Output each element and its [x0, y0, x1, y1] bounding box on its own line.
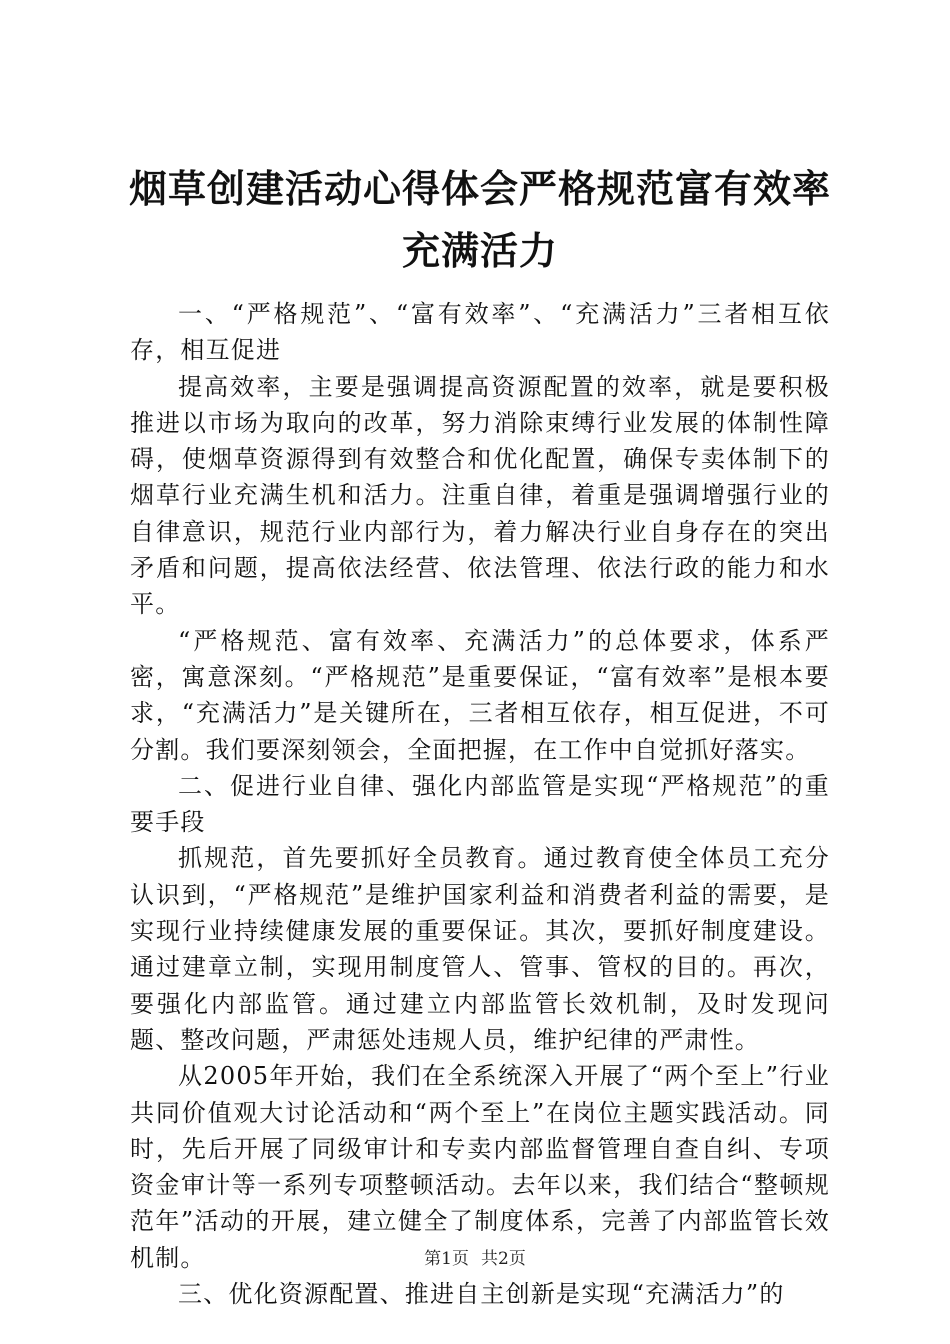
- document-body: [130, 296, 830, 1312]
- heading-section-2: 二、促进行业自律、强化内部监管是实现“严格规范”的重要手段: [130, 771, 830, 837]
- paragraph: 抓规范，首先要抓好全员教育。通过教育使全体员工充分认识到，“严格规范”是维护国家利益和消费者利益的需要，是实现行业持续健康发展的重要保证。其次，要抓好制度建设。通过建章立制，实现用制度管人、管事、管权的目的。再次，要强化内部监管。通过建立内部监管长效机制，及时发现问题、整改问题，严肃惩处违规人员，维护纪律的严肃性。: [130, 844, 830, 1054]
- page-footer: [0, 1244, 950, 1269]
- document-title: 烟草创建活动心得体会严格规范富有效率充满活力: [128, 167, 831, 273]
- paragraph: 从2005年开始，我们在全系统深入开展了“两个至上”行业共同价值观大讨论活动和“两个至上”在岗位主题实践活动。同时，先后开展了同级审计和专卖内部监督管理自查自纠、专项资金审计等一系列专项整顿活动。去年以来，我们结合“整顿规范年”活动的开展，建立健全了制度体系，完善了内部监管长效机制。: [130, 1062, 830, 1272]
- paragraph: “严格规范、富有效率、充满活力”的总体要求，体系严密，寓意深刻。“严格规范”是重要保证，“富有效率”是根本要求，“充满活力”是关键所在，三者相互依存，相互促进，不可分割。我们要深刻领会，全面把握，在工作中自觉抓好落实。: [130, 626, 830, 764]
- page-number-current: 第1页: [424, 1249, 469, 1269]
- paragraph: 提高效率，主要是强调提高资源配置的效率，就是要积极推进以市场为取向的改革，努力消除束缚行业发展的体制性障碍，使烟草资源得到有效整合和优化配置，确保专卖体制下的烟草行业充满生机和活力。注重自律，着重是强调增强行业的自律意识，规范行业内部行为，着力解决行业自身存在的突出矛盾和问题，提高依法经营、依法管理、依法行政的能力和水平。: [130, 372, 830, 619]
- heading-section-1: 一、“严格规范”、“富有效率”、“充满活力”三者相互依存，相互促进: [130, 300, 830, 365]
- page-number-total: 共2页: [481, 1249, 526, 1269]
- heading-section-3: 三、优化资源配置、推进自主创新是实现“充满活力”的: [178, 1280, 785, 1309]
